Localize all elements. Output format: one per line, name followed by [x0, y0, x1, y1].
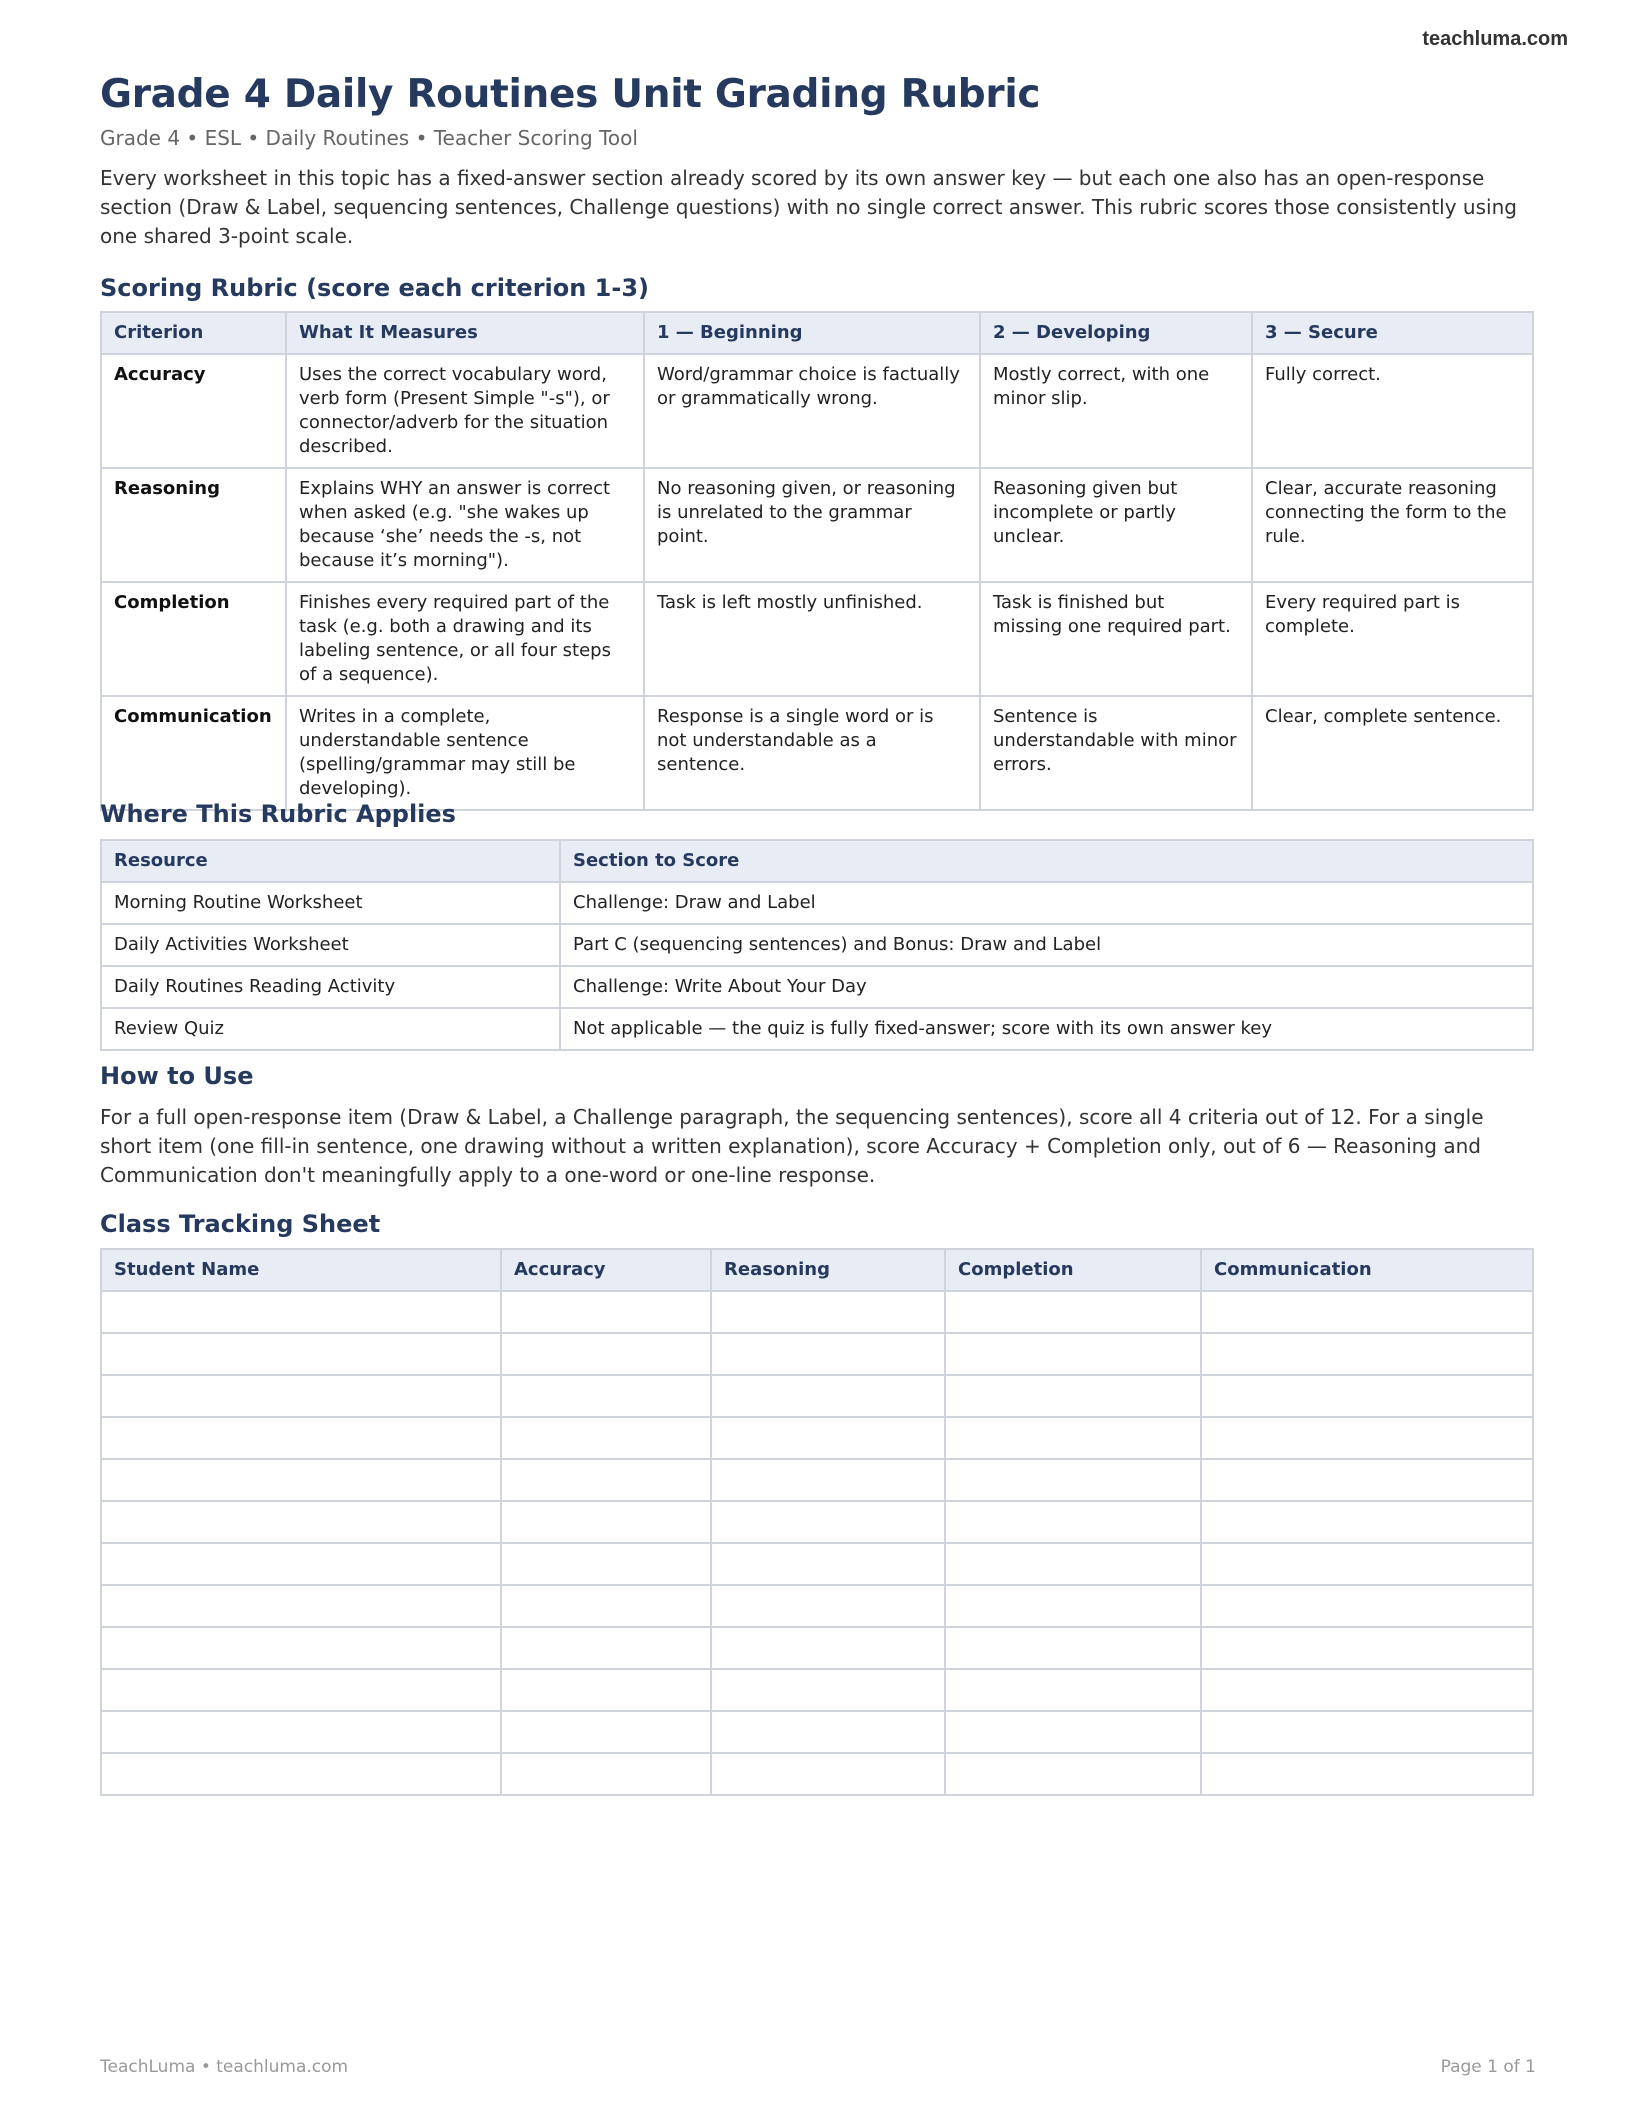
rubric-cell: Completion: [101, 582, 286, 696]
applies-cell: Daily Activities Worksheet: [101, 924, 560, 966]
tracking-entry-cell[interactable]: [1201, 1333, 1533, 1375]
rubric-cell: Reasoning: [101, 468, 286, 582]
rubric-cell: Accuracy: [101, 354, 286, 468]
rubric-cell: Clear, accurate reasoning connecting the form to the rule.: [1252, 468, 1533, 582]
tracking-entry-cell[interactable]: [501, 1669, 711, 1711]
tracking-entry-cell[interactable]: [101, 1753, 501, 1795]
tracking-entry-cell[interactable]: [711, 1543, 945, 1585]
table-row: [101, 354, 1533, 468]
tracking-entry-cell[interactable]: [1201, 1585, 1533, 1627]
applies-table: [100, 839, 1534, 1051]
tracking-entry-cell[interactable]: [101, 1627, 501, 1669]
tracking-entry-cell[interactable]: [711, 1459, 945, 1501]
rubric-cell: Mostly correct, with one minor slip.: [980, 354, 1252, 468]
table-row: [101, 882, 1533, 924]
table-row: [101, 1008, 1533, 1050]
tracking-entry-cell[interactable]: [945, 1375, 1201, 1417]
rubric-cell: Task is left mostly unfinished.: [644, 582, 980, 696]
table-row: [101, 966, 1533, 1008]
rubric-cell: No reasoning given, or reasoning is unrelated to the grammar point.: [644, 468, 980, 582]
rubric-cell: Reasoning given but incomplete or partly unclear.: [980, 468, 1252, 582]
tracking-entry-cell[interactable]: [101, 1459, 501, 1501]
tracking-entry-cell[interactable]: [711, 1585, 945, 1627]
tracking-entry-cell[interactable]: [101, 1585, 501, 1627]
tracking-entry-cell[interactable]: [711, 1669, 945, 1711]
tracking-entry-cell[interactable]: [945, 1459, 1201, 1501]
tracking-entry-cell[interactable]: [101, 1417, 501, 1459]
intro-paragraph: Every worksheet in this topic has a fixed-answer section already scored by its own answer key — but each one also has an open-response section (Draw & Label, sequencing sentences, Challenge questions) with no single correct answer. This rubric scores those consistently using one shared 3-point scale.: [100, 166, 1517, 248]
tracking-column-header: Accuracy: [501, 1249, 711, 1291]
tracking-entry-cell[interactable]: [945, 1711, 1201, 1753]
tracking-row: [101, 1627, 1533, 1669]
rubric-heading: Scoring Rubric (score each criterion 1-3): [100, 274, 650, 302]
tracking-column-header: Student Name: [101, 1249, 501, 1291]
applies-cell: Part C (sequencing sentences) and Bonus: Draw and Label: [560, 924, 1533, 966]
applies-cell: Not applicable — the quiz is fully fixed-answer; score with its own answer key: [560, 1008, 1533, 1050]
tracking-row: [101, 1585, 1533, 1627]
tracking-entry-cell[interactable]: [711, 1627, 945, 1669]
rubric-table: [100, 311, 1534, 811]
tracking-entry-cell[interactable]: [945, 1669, 1201, 1711]
tracking-entry-cell[interactable]: [711, 1753, 945, 1795]
tracking-entry-cell[interactable]: [1201, 1669, 1533, 1711]
applies-cell: Challenge: Write About Your Day: [560, 966, 1533, 1008]
rubric-cell: Task is finished but missing one required part.: [980, 582, 1252, 696]
tracking-row: [101, 1501, 1533, 1543]
tracking-entry-cell[interactable]: [945, 1417, 1201, 1459]
tracking-entry-cell[interactable]: [945, 1291, 1201, 1333]
tracking-entry-cell[interactable]: [1201, 1291, 1533, 1333]
tracking-row: [101, 1753, 1533, 1795]
applies-cell: Daily Routines Reading Activity: [101, 966, 560, 1008]
tracking-entry-cell[interactable]: [1201, 1627, 1533, 1669]
howto-heading: How to Use: [100, 1062, 254, 1090]
rubric-cell: Uses the correct vocabulary word, verb form (Present Simple "-s"), or connector/adverb for the situation described.: [286, 354, 644, 468]
rubric-column-header: Criterion: [101, 312, 286, 354]
tracking-heading: Class Tracking Sheet: [100, 1210, 381, 1238]
tracking-entry-cell[interactable]: [1201, 1753, 1533, 1795]
tracking-entry-cell[interactable]: [1201, 1543, 1533, 1585]
rubric-cell: Finishes every required part of the task (e.g. both a drawing and its labeling sentence, or all four steps of a sequence).: [286, 582, 644, 696]
tracking-entry-cell[interactable]: [101, 1375, 501, 1417]
tracking-row: [101, 1375, 1533, 1417]
applies-cell: Morning Routine Worksheet: [101, 882, 560, 924]
tracking-entry-cell[interactable]: [101, 1333, 501, 1375]
tracking-entry-cell[interactable]: [101, 1711, 501, 1753]
tracking-entry-cell[interactable]: [711, 1375, 945, 1417]
tracking-entry-cell[interactable]: [945, 1627, 1201, 1669]
tracking-row: [101, 1417, 1533, 1459]
tracking-entry-cell[interactable]: [501, 1417, 711, 1459]
rubric-column-header: 1 — Beginning: [644, 312, 980, 354]
applies-heading: Where This Rubric Applies: [100, 800, 456, 828]
rubric-column-header: 3 — Secure: [1252, 312, 1533, 354]
page-title: Grade 4 Daily Routines Unit Grading Rubric: [100, 72, 1041, 117]
rubric-cell: Every required part is complete.: [1252, 582, 1533, 696]
tracking-entry-cell[interactable]: [1201, 1375, 1533, 1417]
tracking-entry-cell[interactable]: [501, 1543, 711, 1585]
tracking-entry-cell[interactable]: [501, 1501, 711, 1543]
tracking-entry-cell[interactable]: [501, 1333, 711, 1375]
applies-cell: Review Quiz: [101, 1008, 560, 1050]
rubric-column-header: 2 — Developing: [980, 312, 1252, 354]
tracking-row: [101, 1711, 1533, 1753]
tracking-entry-cell[interactable]: [945, 1543, 1201, 1585]
tracking-entry-cell[interactable]: [711, 1711, 945, 1753]
tracking-row: [101, 1669, 1533, 1711]
tracking-entry-cell[interactable]: [711, 1501, 945, 1543]
tracking-row: [101, 1543, 1533, 1585]
applies-column-header: Section to Score: [560, 840, 1533, 882]
tracking-entry-cell[interactable]: [501, 1753, 711, 1795]
tracking-entry-cell[interactable]: [501, 1711, 711, 1753]
page-subtitle: Grade 4 • ESL • Daily Routines • Teacher Scoring Tool: [100, 126, 638, 150]
tracking-entry-cell[interactable]: [945, 1585, 1201, 1627]
rubric-cell: Clear, complete sentence.: [1252, 696, 1533, 810]
applies-header-row: [101, 840, 1533, 882]
tracking-header-row: [101, 1249, 1533, 1291]
rubric-cell: Word/grammar choice is factually or grammatically wrong.: [644, 354, 980, 468]
tracking-table: [100, 1248, 1534, 1796]
rubric-cell: Communication: [101, 696, 286, 810]
footer-brand: TeachLuma • teachluma.com: [100, 2057, 349, 2077]
tracking-entry-cell[interactable]: [101, 1291, 501, 1333]
rubric-cell: Writes in a complete, understandable sentence (spelling/grammar may still be developing).: [286, 696, 644, 810]
applies-column-header: Resource: [101, 840, 560, 882]
page-number: Page 1 of 1: [1440, 2057, 1536, 2077]
rubric-cell: Fully correct.: [1252, 354, 1533, 468]
tracking-entry-cell[interactable]: [945, 1333, 1201, 1375]
tracking-entry-cell[interactable]: [101, 1669, 501, 1711]
table-row: [101, 468, 1533, 582]
howto-paragraph: For a full open-response item (Draw & Label, a Challenge paragraph, the sequencing sentences), score all 4 criteria out of 12. For a single short item (one fill-in sentence, one drawing without a written explanation), score Accuracy + Completion only, out of 6 — Reasoning and Communication don't meaningfully apply to a one-word or one-line response.: [100, 1105, 1484, 1187]
rubric-cell: Sentence is understandable with minor errors.: [980, 696, 1252, 810]
tracking-column-header: Completion: [945, 1249, 1201, 1291]
rubric-cell: Response is a single word or is not understandable as a sentence.: [644, 696, 980, 810]
rubric-header-row: [101, 312, 1533, 354]
table-row: [101, 924, 1533, 966]
tracking-column-header: Communication: [1201, 1249, 1533, 1291]
rubric-cell: Explains WHY an answer is correct when asked (e.g. "she wakes up because ‘she’ needs the -s, not because it’s morning").: [286, 468, 644, 582]
tracking-entry-cell[interactable]: [711, 1333, 945, 1375]
tracking-entry-cell[interactable]: [945, 1753, 1201, 1795]
tracking-entry-cell[interactable]: [501, 1627, 711, 1669]
tracking-entry-cell[interactable]: [711, 1291, 945, 1333]
tracking-entry-cell[interactable]: [1201, 1459, 1533, 1501]
tracking-column-header: Reasoning: [711, 1249, 945, 1291]
tracking-entry-cell[interactable]: [1201, 1711, 1533, 1753]
table-row: [101, 582, 1533, 696]
tracking-entry-cell[interactable]: [501, 1459, 711, 1501]
table-row: [101, 696, 1533, 810]
tracking-entry-cell[interactable]: [1201, 1417, 1533, 1459]
applies-cell: Challenge: Draw and Label: [560, 882, 1533, 924]
tracking-entry-cell[interactable]: [501, 1585, 711, 1627]
site-brand[interactable]: teachluma.com: [1422, 28, 1568, 50]
tracking-row: [101, 1333, 1533, 1375]
tracking-entry-cell[interactable]: [501, 1375, 711, 1417]
rubric-column-header: What It Measures: [286, 312, 644, 354]
tracking-entry-cell[interactable]: [1201, 1501, 1533, 1543]
tracking-entry-cell[interactable]: [101, 1501, 501, 1543]
tracking-entry-cell[interactable]: [101, 1543, 501, 1585]
tracking-row: [101, 1459, 1533, 1501]
tracking-row: [101, 1291, 1533, 1333]
tracking-entry-cell[interactable]: [711, 1417, 945, 1459]
tracking-entry-cell[interactable]: [501, 1291, 711, 1333]
tracking-entry-cell[interactable]: [945, 1501, 1201, 1543]
